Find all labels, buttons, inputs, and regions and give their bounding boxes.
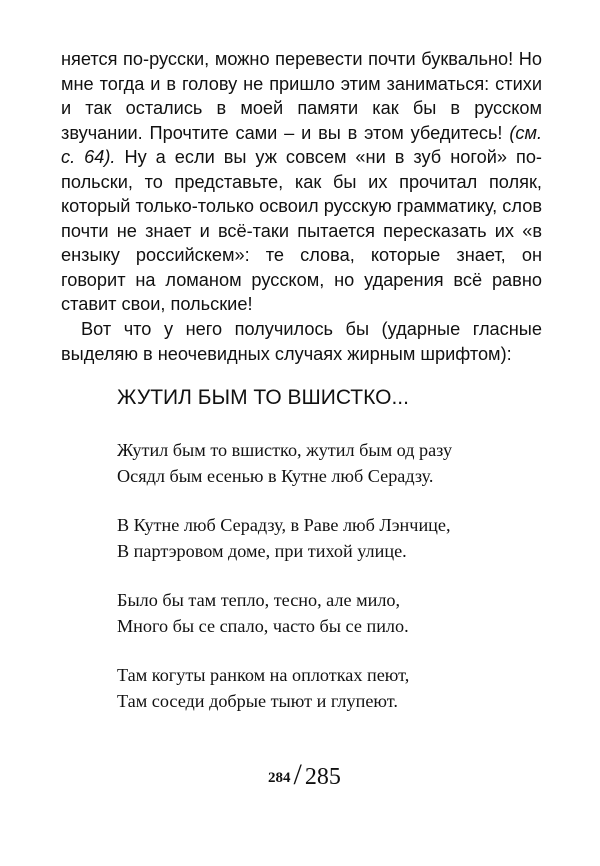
paragraph-1-start: няется по-русски, можно перевести почти буквально! Но мне тогда и в голову не пришло этим заниматься: стихи и так остались в моей памяти как бы в русском звучании. Прочтите сами – и вы в этом убедитесь!: [61, 49, 542, 143]
poem-line: Жутил бым то вшистко, жутил бым од разу: [117, 440, 453, 460]
poem-line: Осядл бым есенью в Кутне люб Серадзу.: [117, 466, 434, 486]
paragraph-1: [61, 47, 542, 317]
stanza-4: [117, 662, 452, 714]
poem-line: Там когуты ранком на оплотках пеют,: [117, 665, 410, 685]
poem-line: Там соседи добрые тыют и глупеют.: [117, 691, 398, 711]
body-text: [61, 47, 542, 366]
stanza-1: [117, 437, 452, 489]
stanza-3: [117, 587, 452, 639]
page-reference: (см. с. 64).: [61, 122, 542, 168]
poem-line: Много бы се спало, часто бы се пило.: [117, 616, 409, 636]
current-page-number: 285: [304, 764, 341, 790]
previous-page-number: 284: [268, 770, 291, 786]
poem-title: ЖУТИЛ БЫМ ТО ВШИСТКО...: [117, 386, 409, 409]
page-number-separator: /: [293, 758, 302, 791]
page-number: [268, 758, 341, 792]
stanza-2: [117, 512, 452, 564]
poem: [117, 437, 452, 737]
paragraph-1-end: Ну а если вы уж совсем «ни в зуб ногой» по-польски, то представьте, как бы их прочитал поляк, который только-только освоил русскую грамматику, слов почти не знает и всё-таки пытается пересказать их «в ензыку российскем»: те слова, которые знает, он говорит на ломаном русском, но ударения всё равно ставит свои, польские!: [61, 147, 542, 315]
poem-line: Было бы там тепло, тесно, але мило,: [117, 590, 401, 610]
poem-line: В Кутне люб Серадзу, в Раве люб Лэнчице,: [117, 515, 451, 535]
poem-line: В партэровом доме, при тихой улице.: [117, 541, 407, 561]
paragraph-2: Вот что у него получилось бы (ударные гласные выделяю в неочевидных случаях жирным шрифтом):: [61, 319, 542, 364]
